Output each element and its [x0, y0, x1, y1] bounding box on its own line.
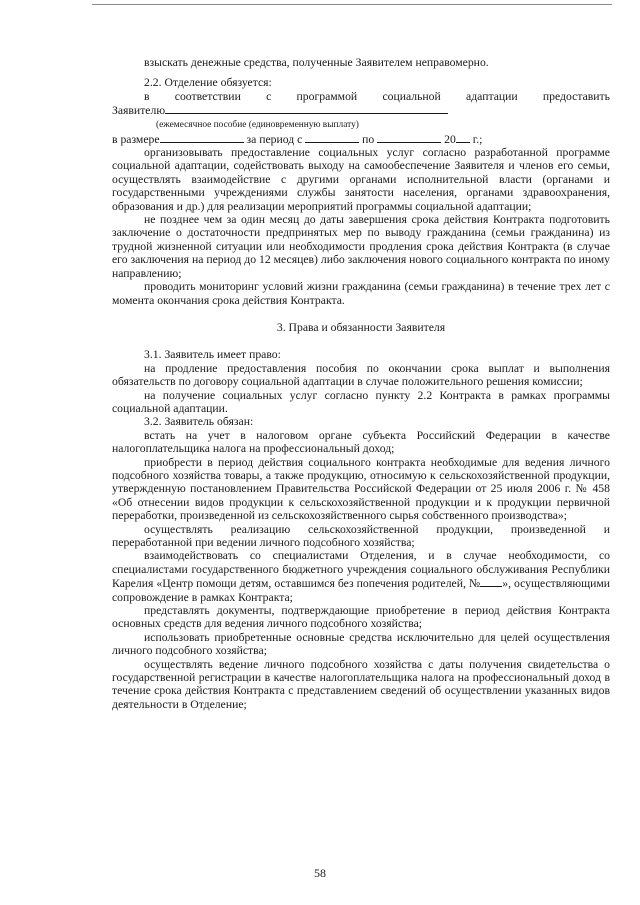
applicant-label: Заявителю: [112, 104, 166, 118]
interact-text: взаимодействовать со специалистами Отделения, и в случае необходимости, со специалистами государственного бюджетного учреждения социального обслуживания Республики Карелия «Центр помощи детям, оставшимся без попечения родителей,: [112, 549, 610, 591]
page-number: 58: [314, 866, 326, 880]
paragraph-acquire: приобрести в период действия социального контракта необходимые для ведения личного подсобного хозяйства товары, а также продукцию, относимую к сельскохозяйственной продукции, утвержденную постановлением Правительства Российской Федерации от 25 июля 2006 г. № 458 «Об отнесении видов продукции к сельскохозяйственной продукции и к продукции первичной переработки, произведенной из сельскохозяйственного сырья собственного производства»;: [112, 455, 610, 523]
amount-label: в размере: [112, 132, 160, 146]
paragraph-organize: организовывать предоставление социальных услуг согласно разработанной программе социальной адаптации, содействовать выходу на самообеспечение Заявителя и членов его семьи, осуществлять взаимодействие с другими органами исполнительной власти (органами и государственными учреждениями службы занятости населения, органами здравоохранения, образования и др.) для реализации мероприятий программы социальной адаптации;: [112, 146, 610, 213]
benefit-type-caption: (ежемесячное пособие (единовременную выплату): [156, 119, 359, 130]
year-prefix: 20: [444, 132, 456, 146]
period-from-blank: [305, 132, 359, 143]
paragraph-use: использовать приобретенные основные средства исключительно для целей осуществления личного подсобного хозяйства;: [112, 630, 610, 658]
period-to-blank: [377, 132, 441, 143]
paragraph-extend: на продление предоставления пособия по окончании срока выплат и выполнения обязательств по договору социальной адаптации в случае положительного решения комиссии;: [112, 361, 610, 389]
section-2-2-first-line: [112, 90, 610, 103]
paragraph-register: встать на учет в налоговом органе субъекта Российский Федерации в качестве налогоплательщика налога на профессиональный доход;: [112, 428, 610, 456]
benefit-type-blank: [165, 103, 448, 114]
year-blank: [456, 132, 470, 143]
word: соответствии: [174, 89, 241, 103]
amount-blank: [160, 132, 244, 143]
interact-text-end: », осуществляющими сопровождение в рамках Контракта;: [112, 577, 611, 604]
word: адаптации: [466, 89, 518, 103]
word: в: [144, 89, 150, 103]
document-page: [112, 56, 610, 711]
period-to-label: по: [362, 132, 375, 146]
word: социальной: [382, 89, 441, 103]
paragraph-documents: представлять документы, подтверждающие приобретение в период действия Контракта основных средств для ведения личного подсобного хозяйства;: [112, 604, 610, 631]
section-3-1-title: 3.1. Заявитель имеет право:: [144, 348, 281, 362]
word: предоставить: [542, 89, 610, 103]
amount-line: [112, 132, 610, 146]
paragraph-deadline: не позднее чем за один месяц до даты завершения срока действия Контракта подготовить заключение о достаточности предпринятых мер по выводу гражданина (семьи гражданина) из трудной жизненной ситуации или необходимости продления срока действия Контракта (в случае его заключения на период до 12 месяцев) либо заключения нового социального контракта по иному направлению;: [112, 213, 610, 280]
word: с: [266, 89, 272, 103]
text-line: взыскать денежные средства, полученные Заявителем неправомерно.: [144, 56, 489, 69]
paragraph-services: на получение социальных услуг согласно пункту 2.2 Контракта в рамках программы социальной адаптации.: [112, 388, 610, 415]
paragraph-sell: осуществлять реализацию сельскохозяйственной продукции, произведенной и переработанной при ведении личного подсобного хозяйства;: [112, 522, 610, 549]
word: программой: [296, 89, 358, 103]
paragraph-monitor: проводить мониторинг условий жизни гражданина (семьи гражданина) в течение трех лет с момента окончания срока действия Контракта.: [112, 280, 610, 307]
number-sign: №: [468, 577, 481, 591]
section-3-heading: 3. Права и обязанности Заявителя: [276, 320, 446, 334]
paragraph-conduct: осуществлять ведение личного подсобного хозяйства с даты получения свидетельства о государственной регистрации в качестве налогоплательщика налога на профессиональный доход в течение срока действия Контракта с представлением сведений об осуществлении указанных видов деятельности в Отделение;: [112, 657, 610, 711]
year-suffix: г.;: [472, 132, 483, 146]
top-rule: [92, 4, 612, 5]
applicant-line: [112, 103, 610, 117]
center-number-blank: [480, 576, 502, 587]
section-2-2-title: 2.2. Отделение обязуется:: [144, 76, 272, 90]
paragraph-interact: [112, 549, 610, 604]
section-3-2-title: 3.2. Заявитель обязан:: [144, 415, 254, 429]
period-from-label: за период с: [246, 132, 303, 146]
